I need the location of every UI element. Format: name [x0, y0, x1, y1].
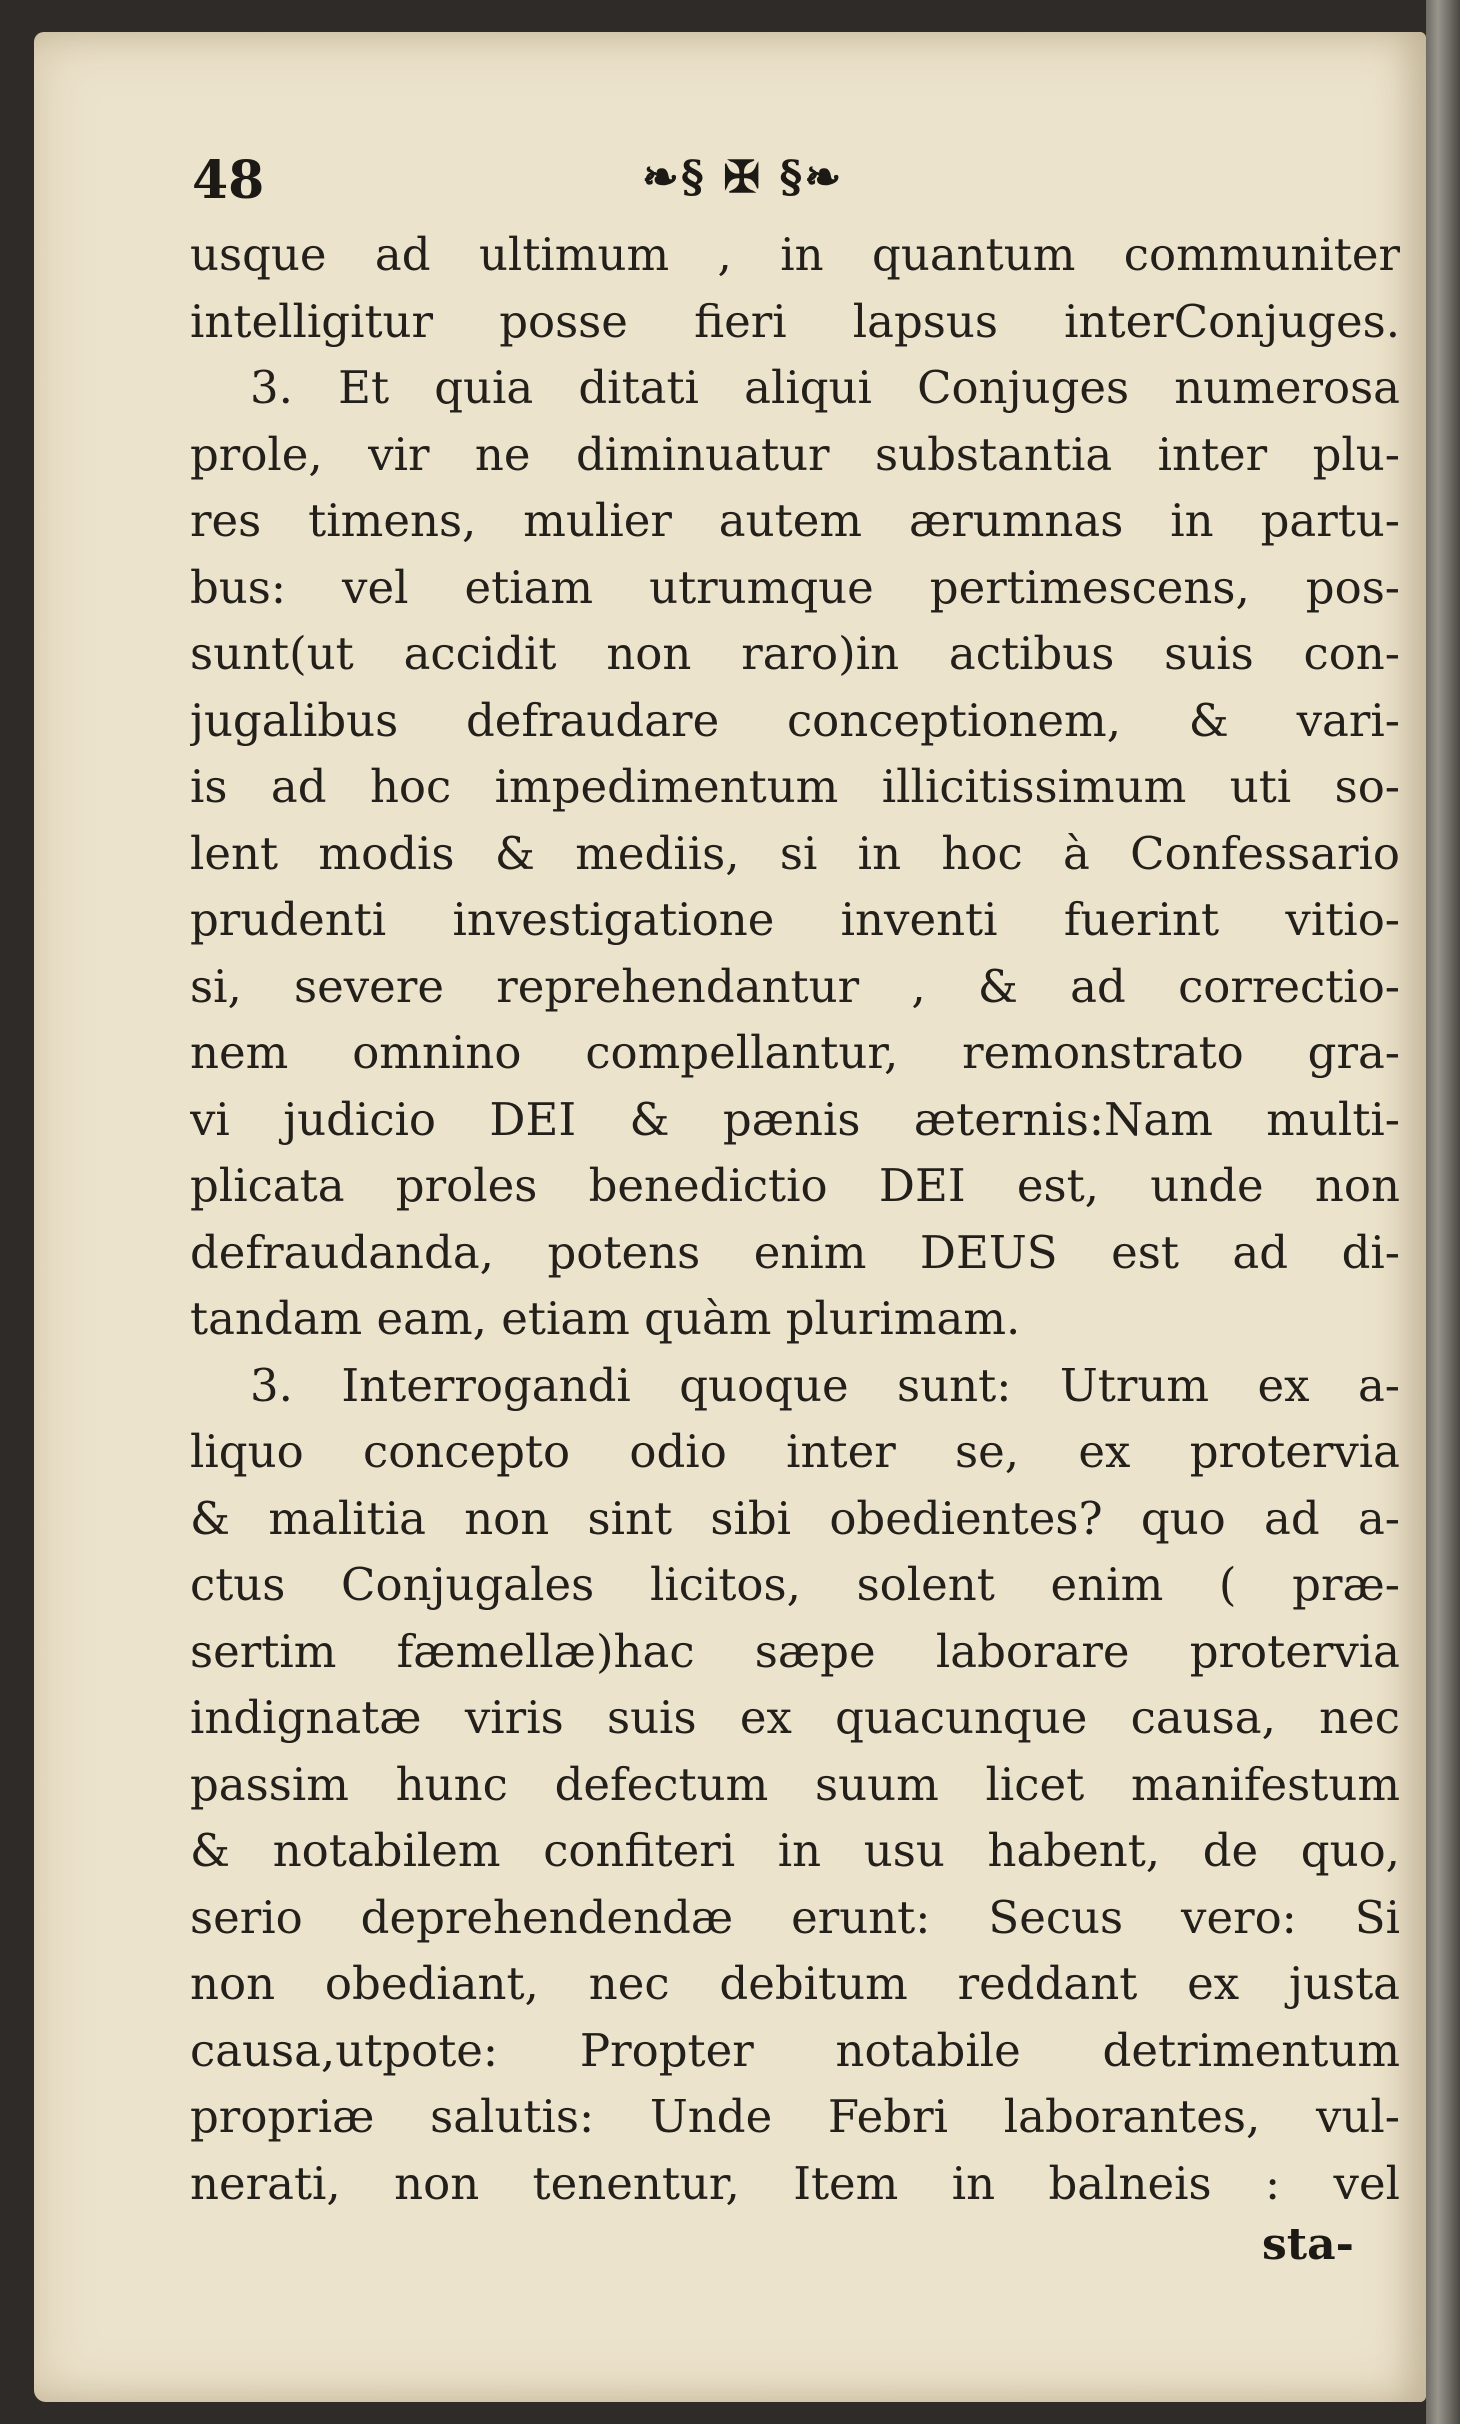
text-line: passim hunc defectum suum licet manifestum	[190, 1757, 1400, 1811]
text-line: nerati, non tenentur, Item in balneis : vel	[190, 2156, 1400, 2210]
catchword: sta-	[1262, 2219, 1354, 2270]
body-text	[190, 222, 1400, 2217]
header-ornament: ❧§ ✠ §❧	[642, 152, 844, 203]
page-header	[192, 150, 1392, 214]
text-line: non obediant, nec debitum reddant ex justa	[190, 1957, 1400, 2010]
page-number: 48	[192, 150, 265, 211]
text-line: indignatæ viris suis ex quacunque causa, nec	[190, 1691, 1400, 1744]
text-line: causa,utpote: Propter notabile detrimentum	[190, 2023, 1400, 2077]
text-line: lent modis & mediis, si in hoc à Confessario	[190, 826, 1400, 880]
text-line: si, severe reprehendantur , & ad correctio-	[190, 959, 1400, 1013]
text-line: usque ad ultimum , in quantum communiter	[190, 228, 1400, 281]
text-line: plicata proles benedictio DEI est, unde non	[190, 1159, 1400, 1212]
text-line: jugalibus defraudare conceptionem, & vari-	[190, 693, 1400, 747]
text-line: 3. Interrogandi quoque sunt: Utrum ex a-	[250, 1358, 1400, 1412]
text-line: nem omnino compellantur, remonstrato gra-	[190, 1026, 1400, 1079]
text-line: & malitia non sint sibi obedientes? quo ad a-	[190, 1491, 1400, 1545]
text-line: res timens, mulier autem ærumnas in partu-	[190, 494, 1400, 547]
text-line: is ad hoc impedimentum illicitissimum uti so-	[190, 760, 1400, 813]
text-line: liquo concepto odio inter se, ex protervia	[190, 1425, 1400, 1478]
text-line: serio deprehendendæ erunt: Secus vero: Si	[190, 1890, 1400, 1944]
text-line: vi judicio DEI & pænis æternis:Nam multi-	[190, 1092, 1400, 1146]
text-line: propriæ salutis: Unde Febri laborantes, vul-	[190, 2090, 1400, 2143]
text-line: defraudanda, potens enim DEUS est ad di-	[190, 1225, 1400, 1279]
text-line: sunt(ut accidit non raro)in actibus suis con-	[190, 627, 1400, 680]
text-line: bus: vel etiam utrumque pertimescens, pos-	[190, 560, 1400, 614]
text-line: sertim fæmellæ)hac sæpe laborare protervia	[190, 1624, 1400, 1678]
text-line: prole, vir ne diminuatur substantia inter plu-	[190, 427, 1400, 481]
book-spine-edge	[1426, 0, 1460, 2424]
text-line: tandam eam, etiam quàm plurimam.	[190, 1292, 1021, 1345]
text-line: prudenti investigatione inventi fuerint vitio-	[190, 893, 1400, 946]
text-line: 3. Et quia ditati aliqui Conjuges numerosa	[250, 361, 1400, 414]
text-line: & notabilem confiteri in usu habent, de quo,	[190, 1824, 1400, 1877]
text-line: intelligitur posse fieri lapsus interConjuges.	[190, 294, 1400, 348]
text-line: ctus Conjugales licitos, solent enim ( præ-	[190, 1558, 1400, 1611]
